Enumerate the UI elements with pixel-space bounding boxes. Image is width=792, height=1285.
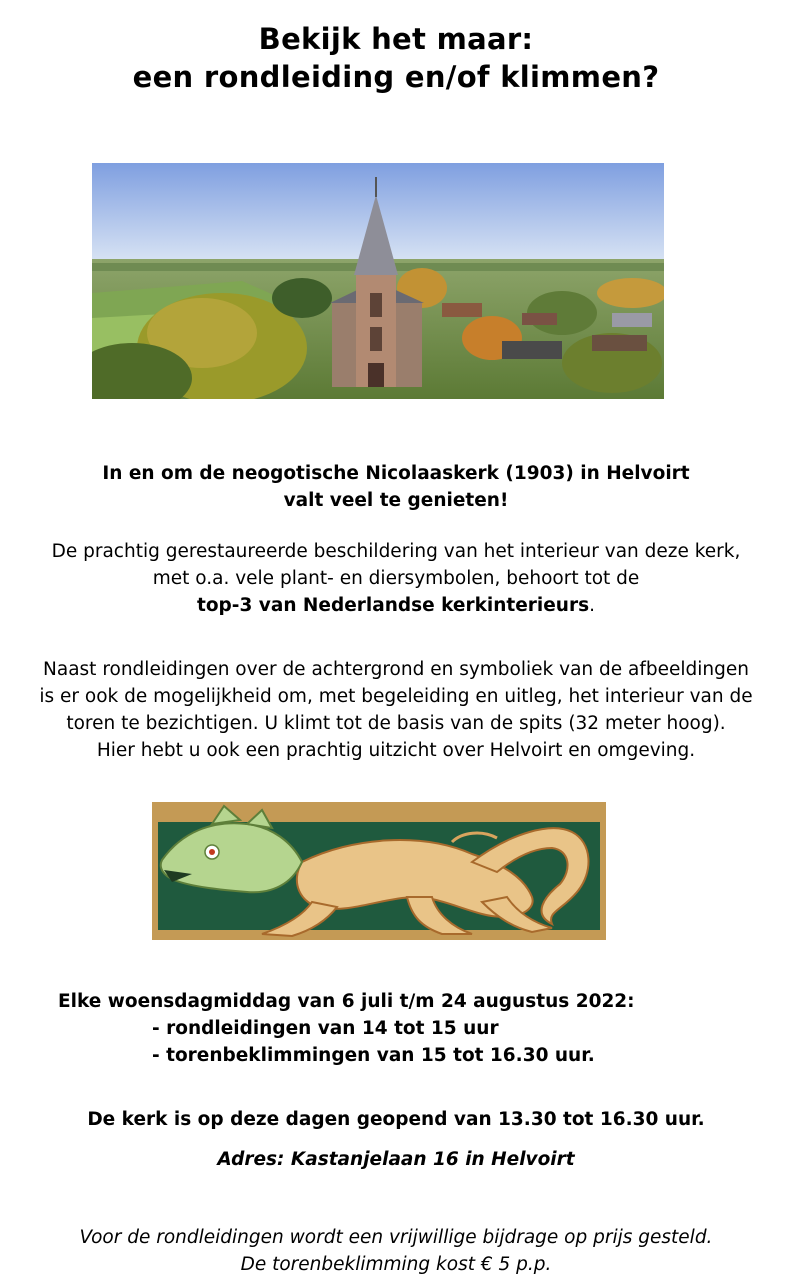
address: Adres: Kastanjelaan 16 in Helvoirt: [217, 1149, 575, 1170]
opening-hours: De kerk is op deze dagen geopend van 13.30 tot 16.30 uur.: [87, 1109, 705, 1130]
description-line-3-tail: .: [589, 595, 595, 616]
footer-note: [0, 1224, 792, 1278]
schedule-item-climbs: - torenbeklimmingen van 15 tot 16.30 uur.: [152, 1045, 595, 1066]
church-aerial-photo: [92, 163, 664, 399]
dragon-illustration: [152, 802, 606, 940]
intro-line-2: valt veel te genieten!: [283, 490, 509, 511]
schedule-item-tours: - rondleidingen van 14 tot 15 uur: [152, 1018, 499, 1039]
description-line-3: [0, 592, 792, 619]
intro-heading: [0, 460, 792, 514]
tour-line-4: Hier hebt u ook een prachtig uitzicht over Helvoirt en omgeving.: [96, 740, 696, 761]
intro-line-1: In en om de neogotische Nicolaaskerk (1903) in Helvoirt: [102, 463, 690, 484]
description-line-2: met o.a. vele plant- en diersymbolen, behoort tot de: [152, 568, 640, 589]
schedule-heading: Elke woensdagmiddag van 6 juli t/m 24 augustus 2022:: [58, 991, 635, 1012]
title-line-2: een rondleiding en/of klimmen?: [132, 60, 660, 94]
footer-line-2: De torenbeklimming kost € 5 p.p.: [240, 1254, 552, 1275]
tour-line-3: toren te bezichtigen. U klimt tot de basis van de spits (32 meter hoog).: [66, 713, 726, 734]
title-line-1: Bekijk het maar:: [258, 22, 534, 56]
tour-line-1: Naast rondleidingen over de achtergrond en symboliek van de afbeeldingen: [43, 659, 749, 680]
page-title: [0, 20, 792, 96]
description-line-1: De prachtig gerestaureerde beschildering van het interieur van deze kerk,: [51, 541, 741, 562]
top3-highlight: top-3 van Nederlandse kerkinterieurs: [196, 595, 590, 616]
footer-line-1: Voor de rondleidingen wordt een vrijwillige bijdrage op prijs gesteld.: [79, 1227, 713, 1248]
schedule-block: [58, 988, 635, 1069]
tour-paragraph: [0, 656, 792, 764]
description-paragraph: [0, 538, 792, 619]
tour-line-2: is er ook de mogelijkheid om, met begeleiding en uitleg, het interieur van de: [39, 686, 753, 707]
